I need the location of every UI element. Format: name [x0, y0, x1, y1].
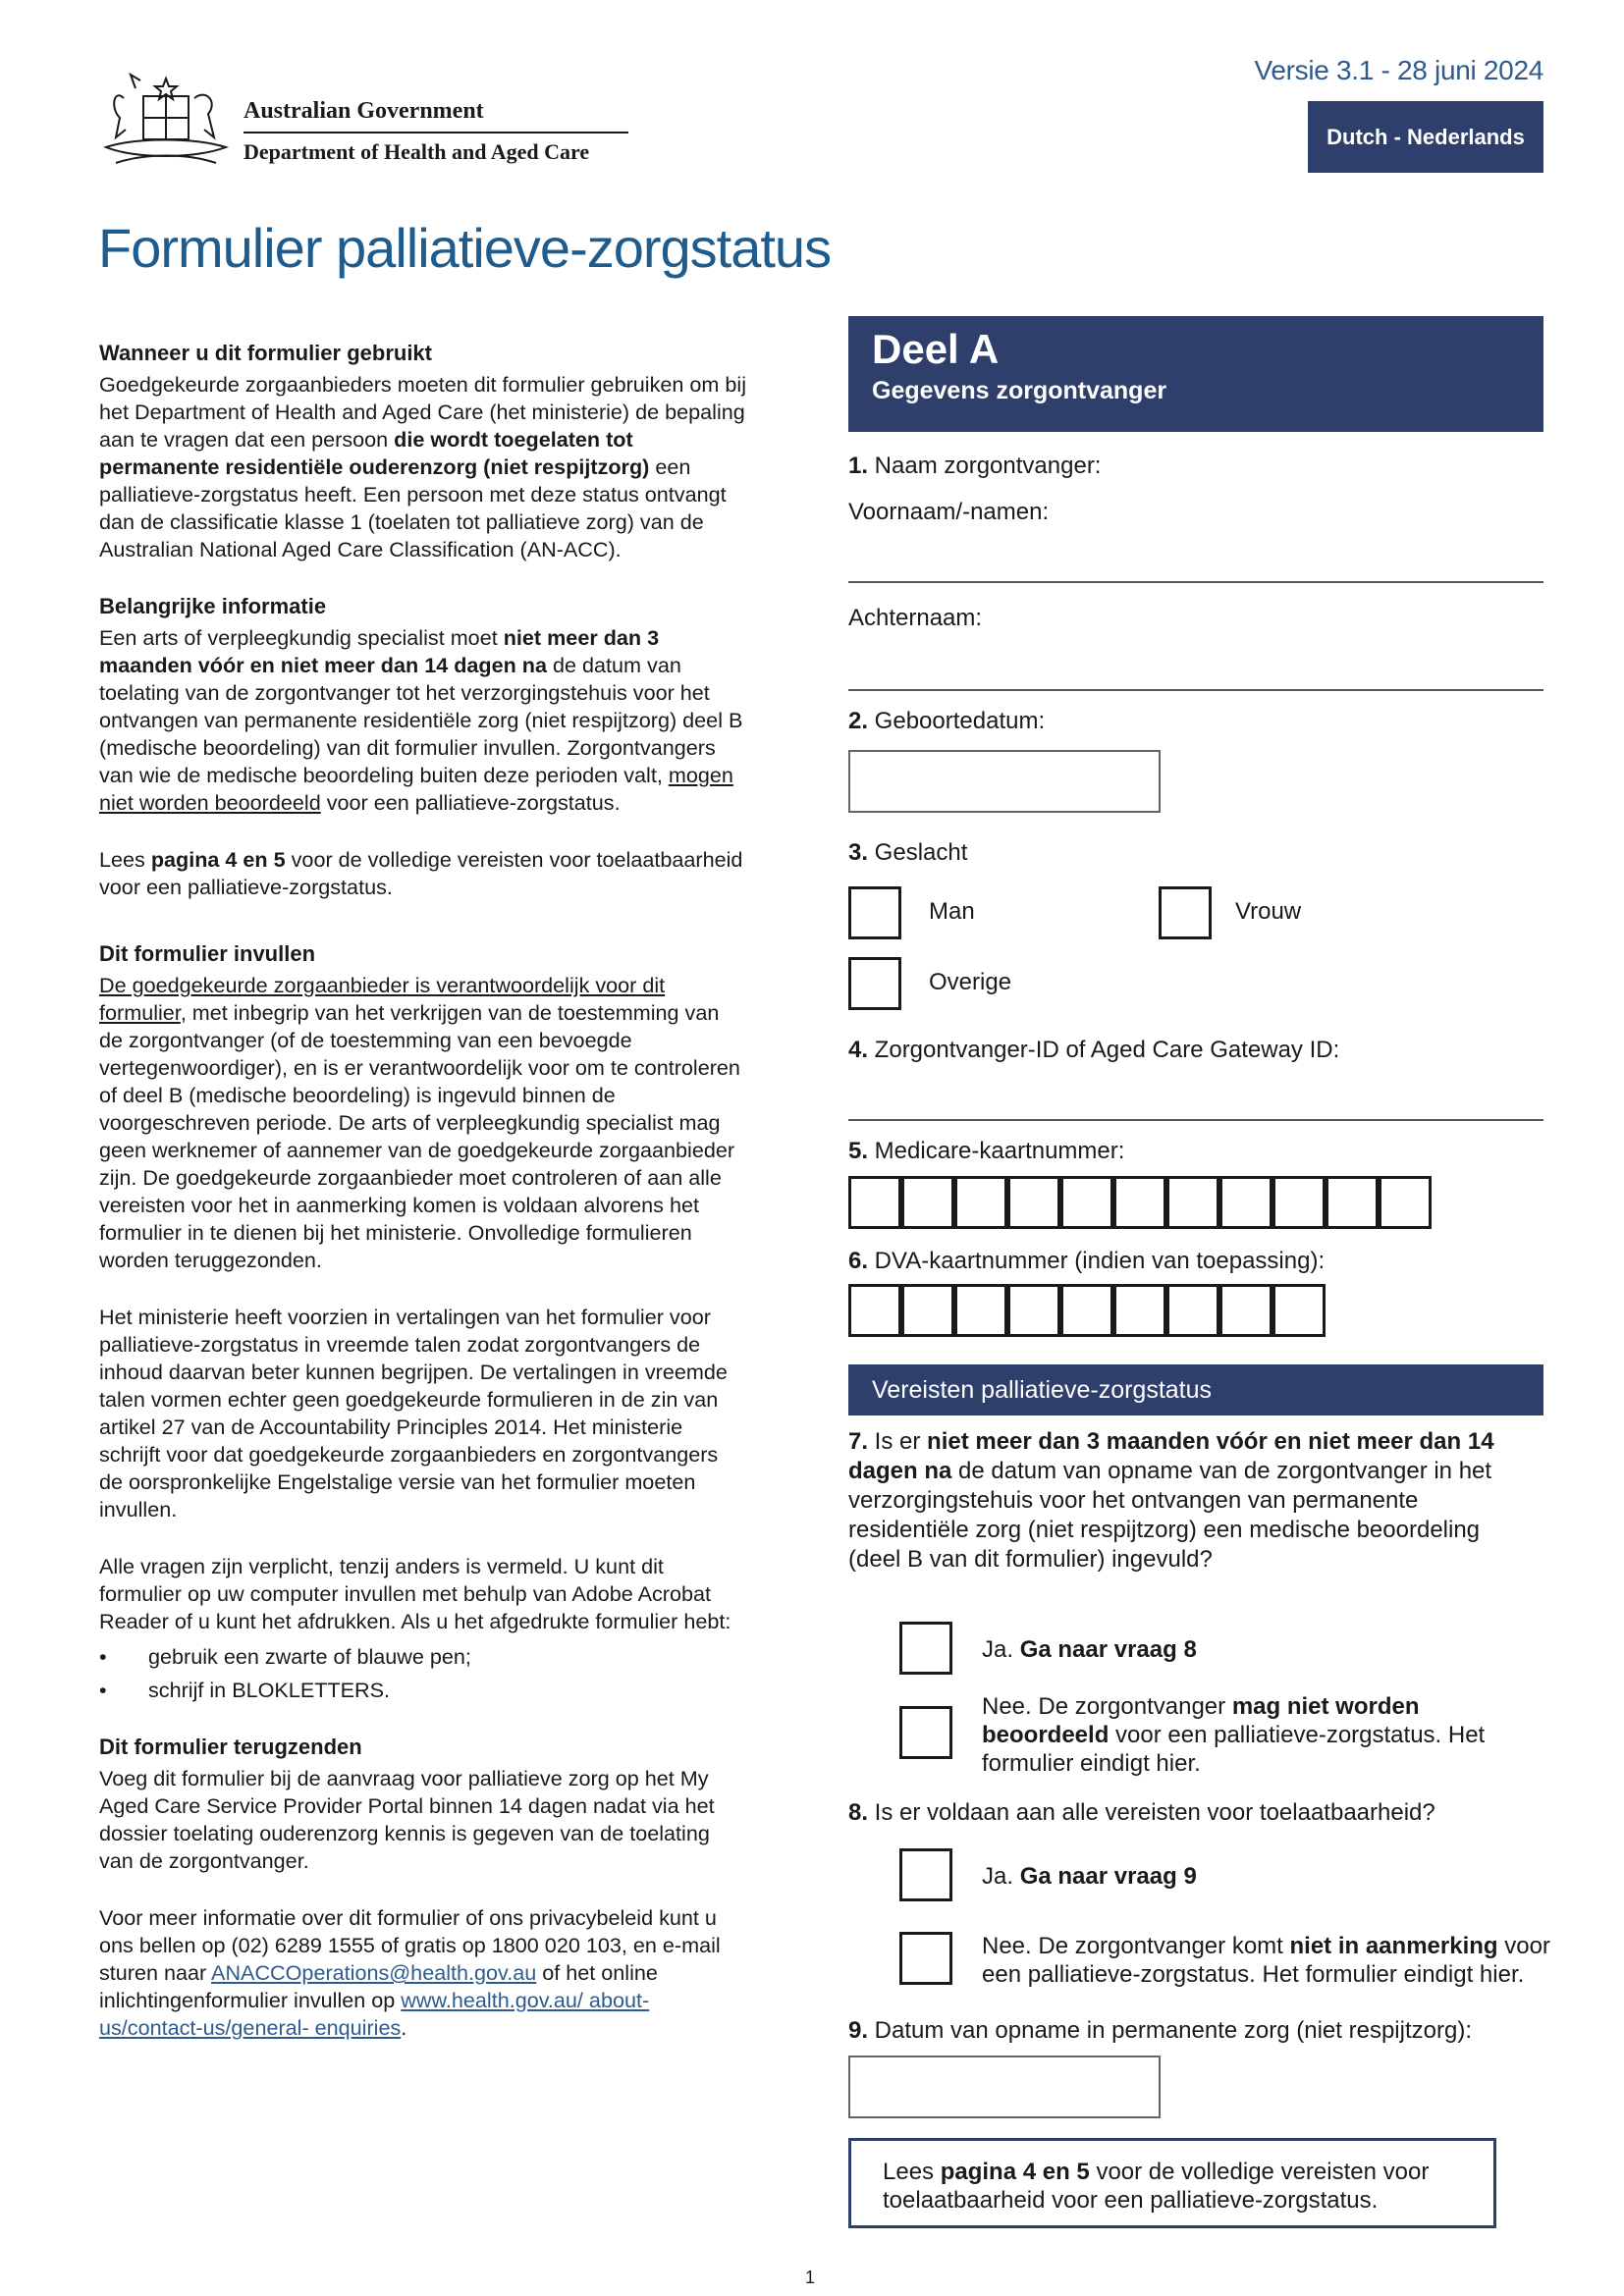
digit-cell[interactable]	[1113, 1176, 1166, 1229]
paragraph: Alle vragen zijn verplicht, tenzij anders is vermeld. U kunt dit formulier op uw computer invullen met behulp van Adobe Acrobat Reader of u kunt het afdrukken. Als u het afgedrukte formulier hebt:	[99, 1554, 731, 1633]
dva-number-field[interactable]	[848, 1284, 1326, 1337]
digit-cell[interactable]	[1007, 1284, 1060, 1337]
question-1: 1. Naam zorgontvanger:	[848, 453, 1102, 479]
digit-cell[interactable]	[1166, 1284, 1219, 1337]
checkbox-q7-yes[interactable]	[899, 1622, 952, 1675]
digit-cell[interactable]	[1113, 1284, 1166, 1337]
digit-cell[interactable]	[1326, 1176, 1379, 1229]
care-recipient-id-field[interactable]	[848, 1119, 1543, 1121]
version-label: Versie 3.1 - 28 juni 2024	[1254, 55, 1543, 85]
digit-cell[interactable]	[1060, 1176, 1113, 1229]
option-label: Nee. De zorgontvanger mag niet worden beoordeeld voor een palliatieve-zorgstatus. Het formulier eindigt hier.	[982, 1693, 1486, 1777]
checkbox-overige[interactable]	[848, 957, 901, 1010]
page-number: 1	[805, 2268, 816, 2287]
list-item: • schrijf in BLOKLETTERS.	[99, 1677, 747, 1704]
question-2: 2. Geboortedatum:	[848, 708, 1046, 734]
paragraph: Goedgekeurde zorgaanbieders moeten dit formulier gebruiken om bij het Department of Health and Aged Care (het ministerie) de bepaling aan te vragen dat een persoon die wordt toegelaten tot permanente residentiële ouderenzorg (niet respijtzorg) een palliatieve-zorgstatus heeft. Een persoon met deze status ontvangt dan de classificatie klasse 1 (toelaten tot palliatieve zorg) van de Australian National Aged Care Classification (AN-ACC).	[99, 372, 746, 561]
paragraph: Voeg dit formulier bij de aanvraag voor palliatieve zorg op het My Aged Care Service Provider Portal binnen 14 dagen nadat via het dossier toelating ouderenzorg kennis is gegeven van de toelating van de zorgontvanger.	[99, 1766, 715, 1873]
department-name: Department of Health and Aged Care	[244, 139, 590, 164]
question-3: 3. Geslacht	[848, 839, 968, 866]
eligibility-note: Lees pagina 4 en 5 voor de volledige vereisten voor toelaatbaarheid voor een palliatieve-zorgstatus.	[848, 2138, 1496, 2228]
option-label: Ja. Ga naar vraag 9	[982, 1863, 1197, 1890]
left-column	[99, 340, 747, 2071]
question-4: 4. Zorgontvanger-ID of Aged Care Gateway ID:	[848, 1037, 1340, 1063]
checkbox-q8-yes[interactable]	[899, 1848, 952, 1901]
digit-cell[interactable]	[848, 1284, 901, 1337]
medicare-number-field[interactable]	[848, 1176, 1432, 1229]
checkbox-q8-no[interactable]	[899, 1932, 952, 1985]
checkbox-q7-no[interactable]	[899, 1706, 952, 1759]
page-title: Formulier palliatieve-zorgstatus	[98, 217, 832, 279]
digit-cell[interactable]	[1219, 1176, 1272, 1229]
date-of-birth-field[interactable]	[848, 750, 1161, 813]
paragraph: Een arts of verpleegkundig specialist moet niet meer dan 3 maanden vóór en niet meer dan 14 dagen na de datum van toelating van de zorgontvanger tot het verzorgingstehuis voor het ontvangen van permanente residentiële zorg (niet respijtzorg) deel B (medische beoordeling) van dit formulier invullen. Zorgontvangers van wie de medische beoordeling buiten deze perioden valt, mogen niet worden beoordeeld voor een palliatieve-zorgstatus.	[99, 625, 743, 815]
digit-cell[interactable]	[954, 1284, 1007, 1337]
section-heading: Dit formulier terugzenden	[99, 1735, 362, 1759]
paragraph: Voor meer informatie over dit formulier of ons privacybeleid kunt u ons bellen op (02) 6289 1555 of gratis op 1800 020 103, en e-mail sturen naar ANACCOperations@health.gov.au of het online inlichtingenformulier invullen op www.health.gov.au/ about-us/contact-us/general- enquiries.	[99, 1905, 721, 2040]
section-heading: Dit formulier invullen	[99, 941, 316, 966]
digit-cell[interactable]	[1007, 1176, 1060, 1229]
surname-label: Achternaam:	[848, 605, 983, 631]
government-name: Australian Government	[244, 98, 484, 124]
option-label: Nee. De zorgontvanger komt niet in aanmerking voor een palliatieve-zorgstatus. Het formulier eindigt hier.	[982, 1933, 1550, 1988]
requirements-section-header: Vereisten palliatieve-zorgstatus	[848, 1364, 1543, 1415]
surname-field[interactable]	[848, 689, 1543, 691]
language-badge: Dutch - Nederlands	[1308, 101, 1543, 173]
question-7: 7. Is er niet meer dan 3 maanden vóór en niet meer dan 14 dagen na de datum van opname van de zorgontvanger in het verzorgingstehuis voor het ontvangen van permanente residentiële zorg (niet respijtzorg) een medische beoordeling (deel B van dit formulier) ingevuld?	[848, 1428, 1494, 1573]
checkbox-vrouw[interactable]	[1159, 886, 1212, 939]
part-subtitle: Gegevens zorgontvanger	[872, 377, 1167, 404]
digit-cell[interactable]	[1166, 1176, 1219, 1229]
question-9: 9. Datum van opname in permanente zorg (niet respijtzorg):	[848, 2017, 1472, 2044]
paragraph: Het ministerie heeft voorzien in vertalingen van het formulier voor palliatieve-zorgstatus in vreemde talen zodat zorgontvangers de inhoud daarvan beter kunnen begrijpen. De vertalingen in vreemde talen vormen echter geen goedgekeurde formulieren in de zin van artikel 27 van de Accountability Principles 2014. Het ministerie schrijft voor dat goedgekeurde zorgaanbieders en zorgontvangers de oorspronkelijke Engelstalige versie van het formulier moeten invullen.	[99, 1305, 728, 1522]
part-a-header	[848, 316, 1543, 432]
first-names-field[interactable]	[848, 581, 1543, 583]
digit-cell[interactable]	[1379, 1176, 1432, 1229]
option-label: Ja. Ga naar vraag 8	[982, 1636, 1197, 1663]
digit-cell[interactable]	[954, 1176, 1007, 1229]
part-title: Deel A	[872, 326, 1000, 372]
checkbox-man[interactable]	[848, 886, 901, 939]
question-6: 6. DVA-kaartnummer (indien van toepassing):	[848, 1248, 1326, 1274]
digit-cell[interactable]	[1219, 1284, 1272, 1337]
digit-cell[interactable]	[1272, 1176, 1326, 1229]
list-item: • gebruik een zwarte of blauwe pen;	[99, 1643, 747, 1671]
first-names-label: Voornaam/-namen:	[848, 499, 1050, 525]
question-8: 8. Is er voldaan aan alle vereisten voor toelaatbaarheid?	[848, 1799, 1435, 1826]
email-link[interactable]: ANACCOperations@health.gov.au	[211, 1960, 537, 1985]
coat-of-arms-icon	[96, 69, 236, 173]
enquiries-link[interactable]: www.health.gov.au/ about-us/contact-us/general- enquiries	[99, 1988, 650, 2040]
paragraph: Lees pagina 4 en 5 voor de volledige vereisten voor toelaatbaarheid voor een palliatieve-zorgstatus.	[99, 847, 743, 899]
section-heading: Wanneer u dit formulier gebruikt	[99, 341, 432, 365]
admission-date-field[interactable]	[848, 2056, 1161, 2118]
paragraph: De goedgekeurde zorgaanbieder is verantwoordelijk voor dit formulier, met inbegrip van het verkrijgen van de toestemming van de zorgontvanger (of de toestemming van een bevoegde vertegenwoordiger), en is er verantwoordelijk voor om te controleren of deel B (medische beoordeling) is ingevuld binnen de voorgeschreven periode. De arts of verpleegkundig specialist mag geen werknemer of aannemer van de goedgekeurde zorgaanbieder zijn. De goedgekeurde zorgaanbieder moet controleren of aan alle vereisten voor het in aanmerking komen is voldaan alvorens het formulier in te dienen bij het ministerie. Onvolledige formulieren worden teruggezonden.	[99, 973, 740, 1272]
option-label: Man	[929, 898, 975, 925]
header-divider	[244, 132, 628, 133]
instruction-list	[99, 1643, 747, 1704]
option-label: Overige	[929, 969, 1012, 995]
digit-cell[interactable]	[1060, 1284, 1113, 1337]
digit-cell[interactable]	[1272, 1284, 1326, 1337]
digit-cell[interactable]	[901, 1284, 954, 1337]
question-5: 5. Medicare-kaartnummer:	[848, 1138, 1125, 1164]
digit-cell[interactable]	[901, 1176, 954, 1229]
section-heading: Belangrijke informatie	[99, 594, 327, 618]
digit-cell[interactable]	[848, 1176, 901, 1229]
option-label: Vrouw	[1235, 898, 1302, 925]
